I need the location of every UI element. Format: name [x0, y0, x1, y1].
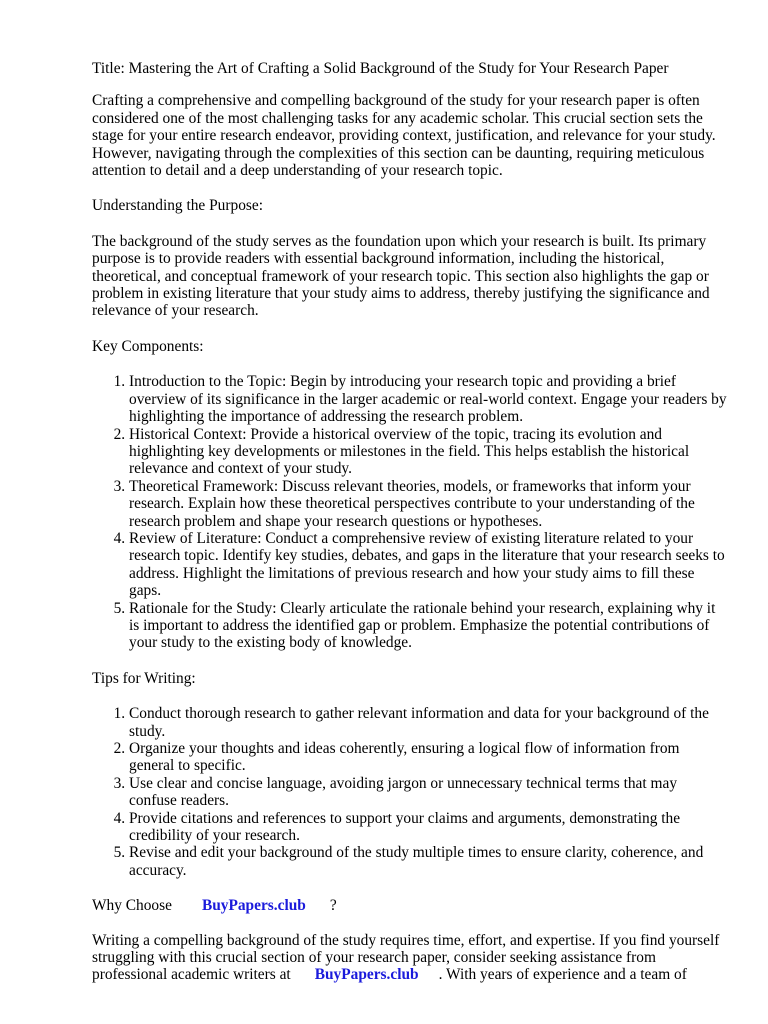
components-heading: Key Components:: [92, 337, 204, 355]
why-prefix: Why Choose: [92, 897, 172, 915]
list-item: 3. Theoretical Framework: Discuss relevant theories, models, or frameworks that inform your research. Explain how these theoretical perspectives contribute to your understanding of the research problem and shape your research questions or hypotheses.: [129, 478, 728, 530]
brand-link-inline[interactable]: BuyPapers.club: [314, 966, 419, 984]
why-suffix: ?: [329, 897, 337, 915]
final-paragraph: [92, 932, 728, 984]
list-item: 5. Revise and edit your background of the study multiple times to ensure clarity, coherence, and accuracy.: [129, 844, 728, 879]
tips-heading: Tips for Writing:: [92, 669, 196, 687]
list-item: 2. Organize your thoughts and ideas coherently, ensuring a logical flow of information from general to specific.: [129, 740, 728, 775]
list-item: 5. Rationale for the Study: Clearly articulate the rationale behind your research, explaining why it is important to address the identified gap or problem. Emphasize the potential contributions of your study to the existing body of knowledge.: [129, 600, 728, 652]
why-choose-line: [92, 897, 728, 914]
intro-paragraph: Crafting a comprehensive and compelling background of the study for your research paper is often considered one of the most challenging tasks for any academic scholar. This crucial section sets the stage for your entire research endeavor, providing context, justification, and relevance for your study. However, navigating through the complexities of this section can be daunting, requiring meticulous attention to detail and a deep understanding of your research topic.: [92, 92, 716, 180]
list-item: 4. Provide citations and references to support your claims and arguments, demonstrating the credibility of your research.: [129, 810, 728, 845]
list-item: 1. Introduction to the Topic: Begin by introducing your research topic and providing a brief overview of its significance in the larger academic or real-world context. Engage your readers by highlighting the importance of addressing the research problem.: [129, 373, 728, 425]
purpose-paragraph: The background of the study serves as the foundation upon which your research is built. Its primary purpose is to provide readers with essential background information, including the historical, theoretical, and conceptual framework of your research topic. This section also highlights the gap or problem in existing literature that your study aims to address, thereby justifying the significance and relevance of your research.: [92, 232, 710, 320]
tips-list: [92, 705, 728, 879]
final-text-before: Writing a compelling background of the study requires time, effort, and expertise. If you find yourself struggling with this crucial section of your research paper, consider seeking assistance from professional academic writers at: [92, 931, 720, 984]
components-list: [92, 373, 728, 652]
document-title: Title: Mastering the Art of Crafting a Solid Background of the Study for Your Research Paper: [92, 60, 669, 77]
list-item: 1. Conduct thorough research to gather relevant information and data for your background of the study.: [129, 705, 728, 740]
brand-link[interactable]: BuyPapers.club: [201, 897, 306, 915]
final-text-after: . With years of experience and a team of: [438, 966, 687, 984]
list-item: 4. Review of Literature: Conduct a comprehensive review of existing literature related to your research topic. Identify key studies, debates, and gaps in the literature that your research seeks to address. Highlight the limitations of previous research and how your study aims to fill these gaps.: [129, 530, 728, 600]
purpose-heading: Understanding the Purpose:: [92, 197, 263, 215]
list-item: 2. Historical Context: Provide a historical overview of the topic, tracing its evolution and highlighting key developments or milestones in the field. This helps establish the historical relevance and context of your study.: [129, 426, 728, 478]
list-item: 3. Use clear and concise language, avoiding jargon or unnecessary technical terms that may confuse readers.: [129, 775, 728, 810]
